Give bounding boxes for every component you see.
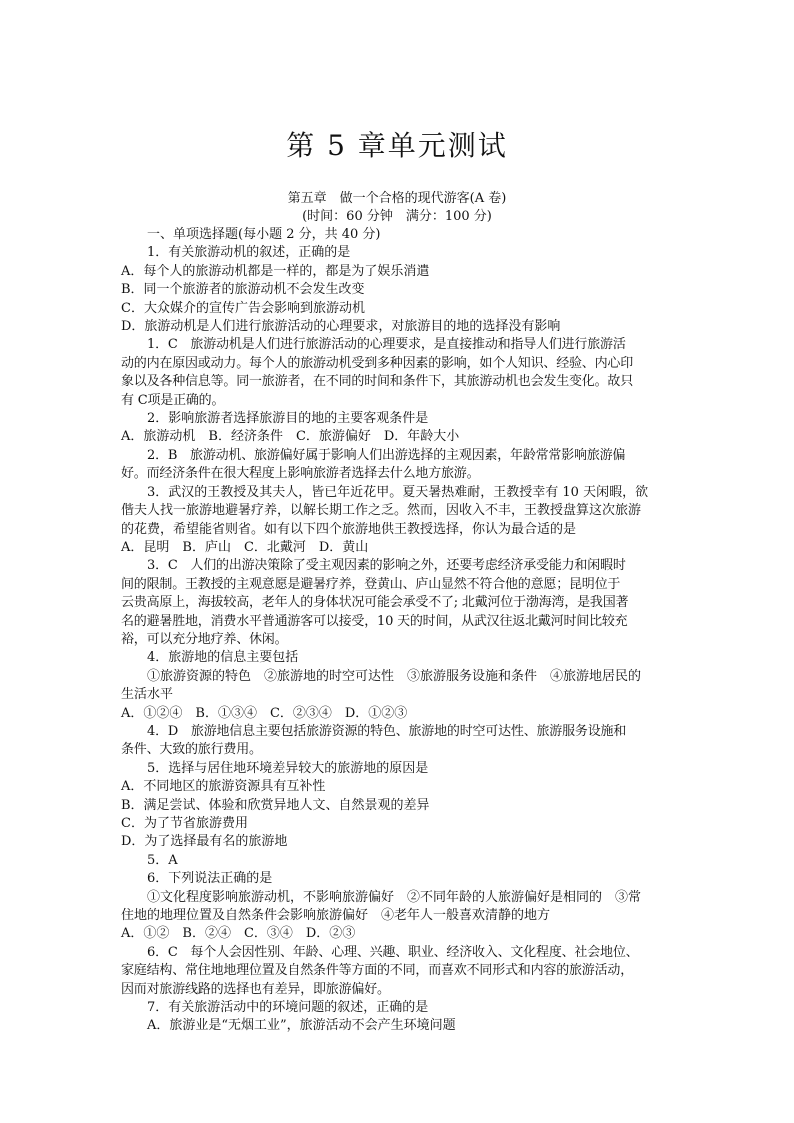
answer-text-line: 云贵高原上，海拔较高，老年人的身体状况可能会承受不了; 北戴河位于渤海湾，是我国著 [121,595,629,611]
answer-text-line: 4．D 旅游地信息主要包括旅游资源的特色、旅游地的时空可达性、旅游服务设施和 [147,723,627,739]
question-text-line: 5．选择与居住地环境差异较大的旅游地的原因是 [147,760,429,776]
question-text-line: 4．旅游地的信息主要包括 [147,650,299,666]
question-text-line: D．为了选择最有名的旅游地 [121,834,288,850]
question-text-line: 1．有关旅游动机的叙述，正确的是 [147,245,351,261]
question-text-line: 5．A [147,852,178,868]
question-text-line: ①文化程度影响旅游动机，不影响旅游偏好 ②不同年龄的人旅游偏好是相同的 ③常 [147,889,642,905]
question-text-line: C．为了节省旅游费用 [121,816,248,831]
question-text-line: ①旅游资源的特色 ②旅游地的时空可达性 ③旅游服务设施和条件 ④旅游地居民的 [147,668,642,684]
question-text-line: 一、单项选择题(每小题 2 分，共 40 分) [147,227,381,242]
answer-text-line: 1．C 旅游动机是人们进行旅游活动的心理要求，是直接推动和指导人们进行旅游活 [147,337,626,353]
chapter-subtitle: 第五章 做一个合格的现代游客(A 卷) [287,191,507,206]
answer-text-line: 名的避暑胜地，消费水平普通游客可以接受，10 天的时间，从武汉往返北戴河时间比较充 [121,613,628,629]
answer-text-line: 家庭结构、常住地地理位置及自然条件等方面的不同，而喜欢不同形式和内容的旅游活动， [121,963,634,979]
answer-text-line: 动的内在原因或动力。每个人的旅游动机受到多种因素的影响，如个人知识、经验、内心印 [121,355,634,371]
answer-text-line: 3．C 人们的出游决策除了受主观因素的影响之外，还要考虑经济承受能力和闲暇时 [147,558,626,574]
question-list [121,226,673,1036]
question-text-line: 的花费，希望能省则省。如有以下四个旅游地供王教授选择，你认为最合适的是 [121,521,577,537]
page-title: 第 5 章单元测试 [286,129,508,162]
question-text-line: 生活水平 [121,687,174,703]
question-text-line: A．①② B．②④ C．③④ D．②③ [121,926,356,942]
question-text-line: 3．武汉的王教授及其夫人，皆已年近花甲。夏天暑热难耐，王教授幸有 10 天闲暇，欲 [147,484,649,500]
question-text-line: A．昆明 B．庐山 C．北戴河 D．黄山 [121,539,369,555]
answer-text-line: 6．C 每个人会因性别、年龄、心理、兴趣、职业、经济收入、文化程度、社会地位、 [147,944,639,960]
question-text-line: A．旅游动机 B．经济条件 C．旅游偏好 D．年龄大小 [121,429,460,445]
answer-text-line: 条件、大致的旅行费用。 [121,742,262,758]
question-text-line: 住地的地理位置及自然条件会影响旅游偏好 ④老年人一般喜欢清静的地方 [121,908,551,924]
answer-text-line: 2．B 旅游动机、旅游偏好属于影响人们出游选择的主观因素，年龄常常影响旅游偏 [147,447,626,463]
document-body [121,190,673,1036]
question-text-line: A．①②④ B．①③④ C．②③④ D．①②③ [121,705,408,721]
question-text-line: 偕夫人找一旅游地避暑疗养，以解长期工作之乏。然而，因收入不丰，王教授盘算这次旅游 [121,503,642,519]
question-text-line: C．大众媒介的宣传广告会影响到旅游动机 [121,300,365,316]
question-text-line: 6．下列说法正确的是 [147,871,273,887]
answer-text-line: 好。而经济条件在很大程度上影响旅游者选择去什么地方旅游。 [121,466,480,482]
answer-text-line: 象以及各种信息等。同一旅游者，在不同的时间和条件下，其旅游动机也会发生变化。故只 [121,374,634,390]
question-text-line: A．不同地区的旅游资源具有互补性 [121,779,326,795]
question-text-line: D．旅游动机是人们进行旅游活动的心理要求，对旅游目的地的选择没有影响 [121,319,561,335]
time-and-score-info: (时间：60 分钟 满分：100 分) [302,209,492,224]
question-text-line: 2．影响旅游者选择旅游目的地的主要客观条件是 [147,411,429,427]
question-text-line: A．旅游业是“无烟工业”，旅游活动不会产生环境问题 [147,1018,456,1034]
question-text-line: A．每个人的旅游动机都是一样的，都是为了娱乐消遣 [121,263,430,279]
answer-text-line: 裕，可以充分地疗养、休闲。 [121,631,288,647]
answer-text-line: 因而对旅游线路的选择也有差异，即旅游偏好。 [121,981,390,997]
answer-text-line: 有 C项是正确的。 [121,392,225,408]
question-text-line: B．满足尝试、体验和欣赏异地人文、自然景观的差异 [121,797,430,813]
answer-text-line: 间的限制。王教授的主观意愿是避暑疗养，登黄山、庐山显然不符合他的意愿；昆明位于 [121,576,621,592]
question-text-line: B．同一个旅游者的旅游动机不会发生改变 [121,282,365,298]
question-text-line: 7．有关旅游活动中的环境问题的叙述，正确的是 [147,1000,429,1016]
